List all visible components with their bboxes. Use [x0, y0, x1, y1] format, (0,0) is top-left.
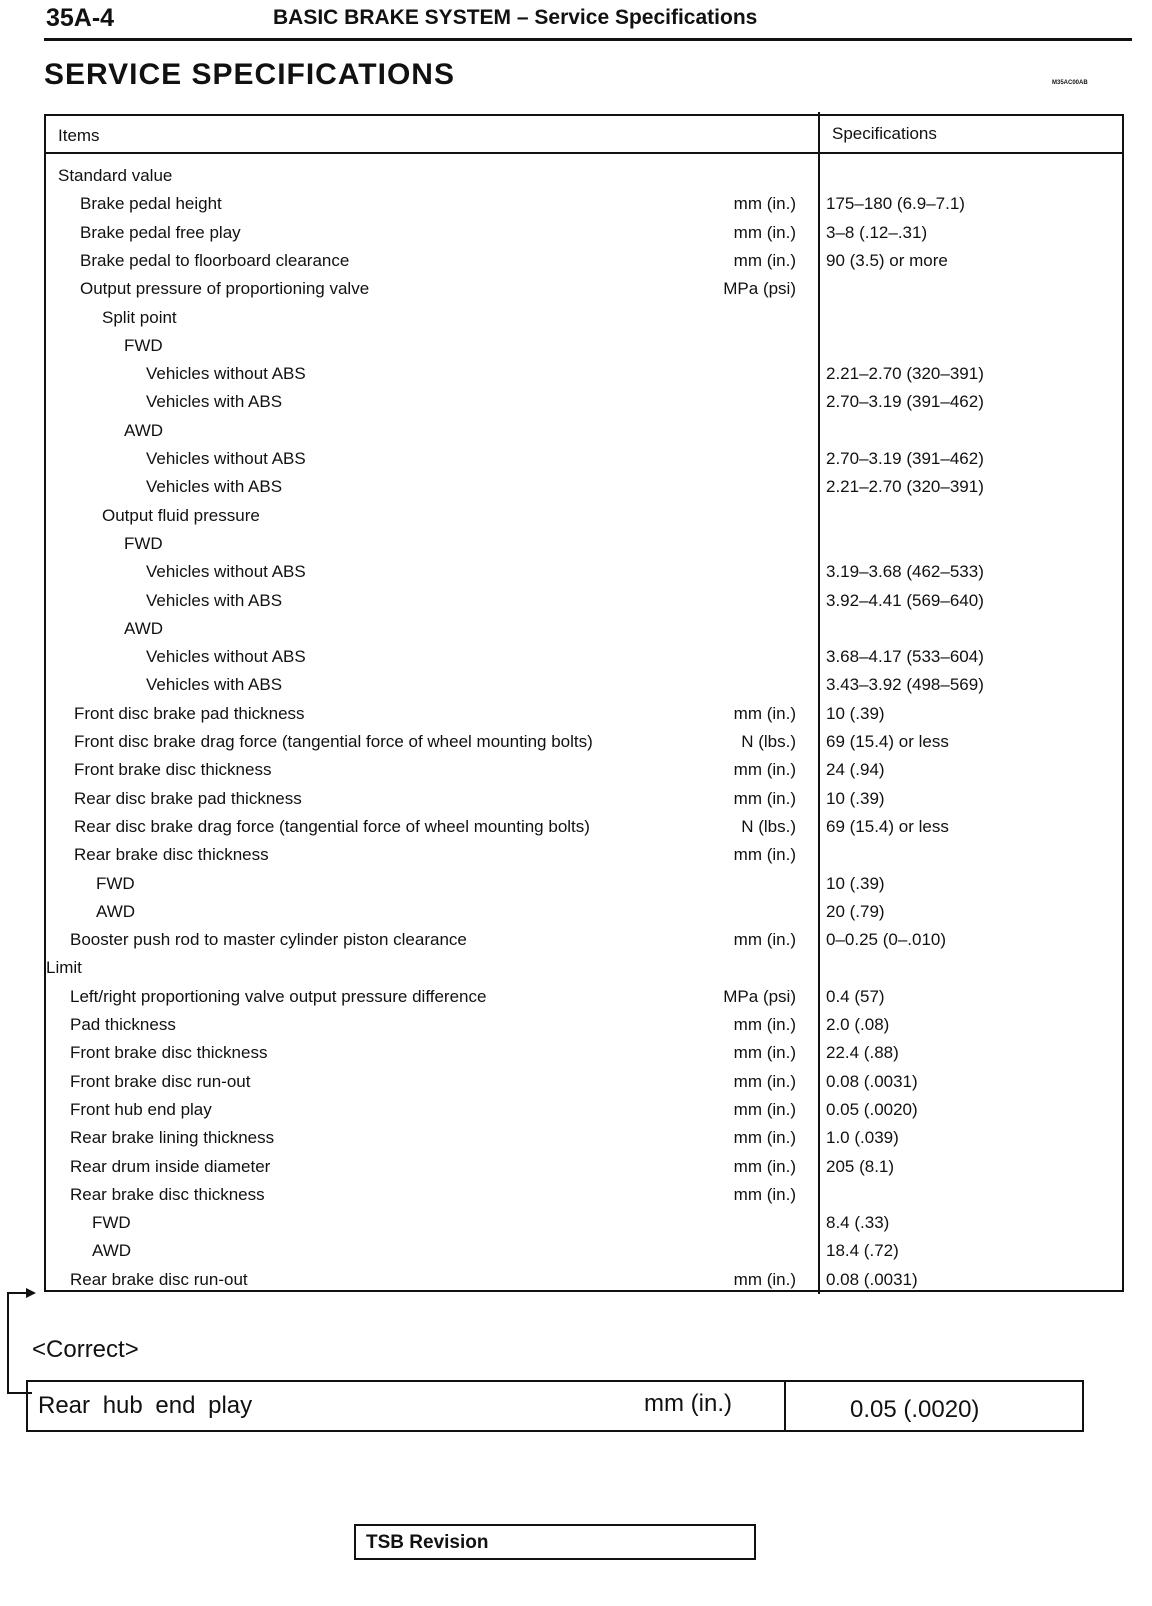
- header-rule: [46, 152, 1122, 154]
- row-item: Split point: [102, 307, 177, 327]
- row-unit: N (lbs.): [741, 732, 796, 751]
- row-item: AWD: [124, 618, 164, 638]
- table-row: [46, 732, 1122, 760]
- row-item: Brake pedal to floorboard clearance: [80, 250, 350, 270]
- row-unit: MPa (psi): [723, 279, 796, 299]
- table-row: [46, 364, 1122, 392]
- table-row: [46, 562, 1122, 590]
- table-row: [46, 1072, 1122, 1100]
- row-spec: 10 (.39): [826, 703, 885, 723]
- table-row: [46, 845, 1122, 873]
- tsb-revision-box: [354, 1524, 756, 1560]
- row-spec: 3.92–4.41 (569–640): [826, 590, 984, 610]
- table-row: [46, 958, 1122, 986]
- row-unit: mm (in.): [733, 1184, 796, 1204]
- row-spec: 10 (.39): [826, 873, 885, 893]
- row-unit: mm (in.): [733, 222, 796, 242]
- row-unit: mm (in.): [733, 1071, 796, 1091]
- row-item: Output fluid pressure: [102, 505, 260, 525]
- table-row: [46, 251, 1122, 279]
- row-item: Rear drum inside diameter: [70, 1156, 271, 1176]
- column-header-specifications: Specifications: [832, 124, 937, 143]
- table-row: [46, 789, 1122, 817]
- row-item: Rear disc brake drag force (tangential force of wheel mounting bolts): [74, 816, 590, 836]
- table-row: [46, 1213, 1122, 1241]
- row-spec: 3.19–3.68 (462–533): [826, 562, 984, 582]
- doc-code: M35AC00AB: [1052, 80, 1088, 86]
- row-item: AWD: [124, 420, 164, 440]
- row-spec: 0.08 (.0031): [826, 1071, 918, 1091]
- row-item: Rear brake disc thickness: [70, 1184, 265, 1204]
- correction-unit: mm (in.): [644, 1390, 732, 1417]
- table-row: [46, 166, 1122, 194]
- row-spec: 2.70–3.19 (391–462): [826, 392, 984, 412]
- row-item: FWD: [92, 1213, 131, 1233]
- header-title-main: BASIC BRAKE SYSTEM: [273, 6, 512, 29]
- correct-label: <Correct>: [32, 1336, 139, 1363]
- row-spec: 69 (15.4) or less: [826, 816, 949, 836]
- row-unit: mm (in.): [733, 760, 796, 780]
- row-spec: 0.08 (.0031): [826, 1269, 918, 1289]
- correction-divider: [784, 1382, 786, 1430]
- table-row: [46, 534, 1122, 562]
- row-spec: 90 (3.5) or more: [826, 250, 948, 270]
- row-spec: 24 (.94): [826, 760, 885, 780]
- table-row: [46, 194, 1122, 222]
- row-unit: mm (in.): [733, 788, 796, 808]
- row-unit: mm (in.): [733, 1269, 796, 1289]
- row-spec: 22.4 (.88): [826, 1043, 899, 1063]
- row-spec: 20 (.79): [826, 901, 885, 921]
- row-spec: 2.0 (.08): [826, 1015, 890, 1034]
- row-spec: 2.70–3.19 (391–462): [826, 449, 984, 468]
- section-title: SERVICE SPECIFICATIONS: [44, 58, 455, 91]
- row-item: Vehicles with ABS: [146, 675, 283, 695]
- row-item: AWD: [92, 1241, 132, 1261]
- table-row: [46, 477, 1122, 505]
- row-item: Vehicles with ABS: [146, 590, 283, 610]
- row-item: Front disc brake pad thickness: [74, 703, 305, 723]
- tsb-revision-label: TSB Revision: [366, 1532, 489, 1553]
- row-unit: mm (in.): [733, 194, 796, 214]
- row-unit: mm (in.): [733, 1156, 796, 1176]
- table-row: [46, 336, 1122, 364]
- correction-row: [26, 1380, 1084, 1432]
- table-row: [46, 392, 1122, 420]
- page-number: 35A-4: [46, 4, 115, 32]
- row-unit: mm (in.): [733, 250, 796, 270]
- row-unit: N (lbs.): [741, 816, 796, 836]
- table-row: [46, 1015, 1122, 1043]
- table-row: [46, 223, 1122, 251]
- row-spec: 3.68–4.17 (533–604): [826, 647, 984, 667]
- row-item: Vehicles with ABS: [146, 392, 283, 412]
- row-item: Front hub end play: [70, 1099, 212, 1119]
- row-item: Rear brake disc run-out: [70, 1269, 248, 1289]
- row-unit: mm (in.): [733, 1043, 796, 1063]
- row-item: Pad thickness: [70, 1015, 176, 1034]
- header-subtitle: Service Specifications: [534, 6, 758, 29]
- table-row: [46, 902, 1122, 930]
- row-item: Vehicles without ABS: [146, 647, 306, 667]
- row-item: Front disc brake drag force (tangential force of wheel mounting bolts): [74, 732, 593, 751]
- table-row: [46, 279, 1122, 307]
- row-item: AWD: [96, 901, 136, 921]
- row-item: Front brake disc thickness: [74, 760, 272, 780]
- row-item: Output pressure of proportioning valve: [80, 279, 370, 299]
- row-spec: 69 (15.4) or less: [826, 732, 949, 751]
- table-row: [46, 619, 1122, 647]
- page-header: [44, 2, 1132, 41]
- table-row: [46, 930, 1122, 958]
- row-unit: mm (in.): [733, 1015, 796, 1034]
- row-item: Front brake disc run-out: [70, 1071, 251, 1091]
- table-row: [46, 987, 1122, 1015]
- row-item: Front brake disc thickness: [70, 1043, 268, 1063]
- table-row: [46, 760, 1122, 788]
- row-item: Rear disc brake pad thickness: [74, 788, 302, 808]
- row-item: Brake pedal height: [80, 194, 222, 214]
- row-spec: 0.05 (.0020): [826, 1099, 918, 1119]
- row-spec: 2.21–2.70 (320–391): [826, 364, 984, 384]
- table-row: [46, 1185, 1122, 1213]
- row-unit: MPa (psi): [723, 986, 796, 1006]
- row-spec: 3–8 (.12–.31): [826, 222, 928, 242]
- table-row: [46, 421, 1122, 449]
- table-row: [46, 817, 1122, 845]
- row-spec: 2.21–2.70 (320–391): [826, 477, 984, 497]
- header-title: [273, 6, 757, 30]
- table-row: [46, 675, 1122, 703]
- row-item: Rear brake disc thickness: [74, 845, 269, 865]
- table-row: [46, 874, 1122, 902]
- row-item: FWD: [96, 873, 135, 893]
- row-item: Limit: [46, 958, 82, 978]
- table-row: [46, 1128, 1122, 1156]
- table-row: [46, 308, 1122, 336]
- spec-table: [44, 114, 1124, 1292]
- row-item: FWD: [124, 335, 163, 355]
- row-unit: mm (in.): [733, 703, 796, 723]
- row-unit: mm (in.): [733, 845, 796, 865]
- table-row: [46, 1241, 1122, 1269]
- row-spec: 0.4 (57): [826, 986, 885, 1006]
- row-spec: 205 (8.1): [826, 1156, 895, 1176]
- table-row: [46, 647, 1122, 675]
- column-header-items: Items: [58, 126, 100, 145]
- row-item: Left/right proportioning valve output pressure difference: [70, 986, 487, 1006]
- header-separator: –: [511, 6, 535, 29]
- correction-spec: 0.05 (.0020): [850, 1396, 980, 1423]
- row-item: FWD: [124, 533, 163, 553]
- row-spec: 18.4 (.72): [826, 1241, 899, 1261]
- row-unit: mm (in.): [733, 1099, 796, 1119]
- row-unit: mm (in.): [733, 930, 796, 950]
- table-row: [46, 704, 1122, 732]
- table-row: [46, 449, 1122, 477]
- table-row: [46, 506, 1122, 534]
- row-spec: 8.4 (.33): [826, 1213, 890, 1233]
- row-spec: 1.0 (.039): [826, 1128, 899, 1148]
- row-item: Vehicles without ABS: [146, 364, 306, 384]
- row-spec: 3.43–3.92 (498–569): [826, 675, 984, 695]
- row-item: Vehicles without ABS: [146, 562, 306, 582]
- row-item: Vehicles with ABS: [146, 477, 283, 497]
- row-spec: 10 (.39): [826, 788, 885, 808]
- table-row: [46, 1043, 1122, 1071]
- row-item: Standard value: [58, 166, 173, 185]
- correction-item: Rear hub end play: [38, 1392, 253, 1419]
- row-item: Rear brake lining thickness: [70, 1128, 275, 1148]
- row-item: Vehicles without ABS: [146, 449, 306, 468]
- table-row: [46, 591, 1122, 619]
- row-spec: 0–0.25 (0–.010): [826, 930, 947, 950]
- row-unit: mm (in.): [733, 1128, 796, 1148]
- row-item: Booster push rod to master cylinder piston clearance: [70, 930, 467, 950]
- row-item: Brake pedal free play: [80, 222, 241, 242]
- table-row: [46, 1270, 1122, 1298]
- table-row: [46, 1157, 1122, 1185]
- row-spec: 175–180 (6.9–7.1): [826, 194, 965, 214]
- table-row: [46, 1100, 1122, 1128]
